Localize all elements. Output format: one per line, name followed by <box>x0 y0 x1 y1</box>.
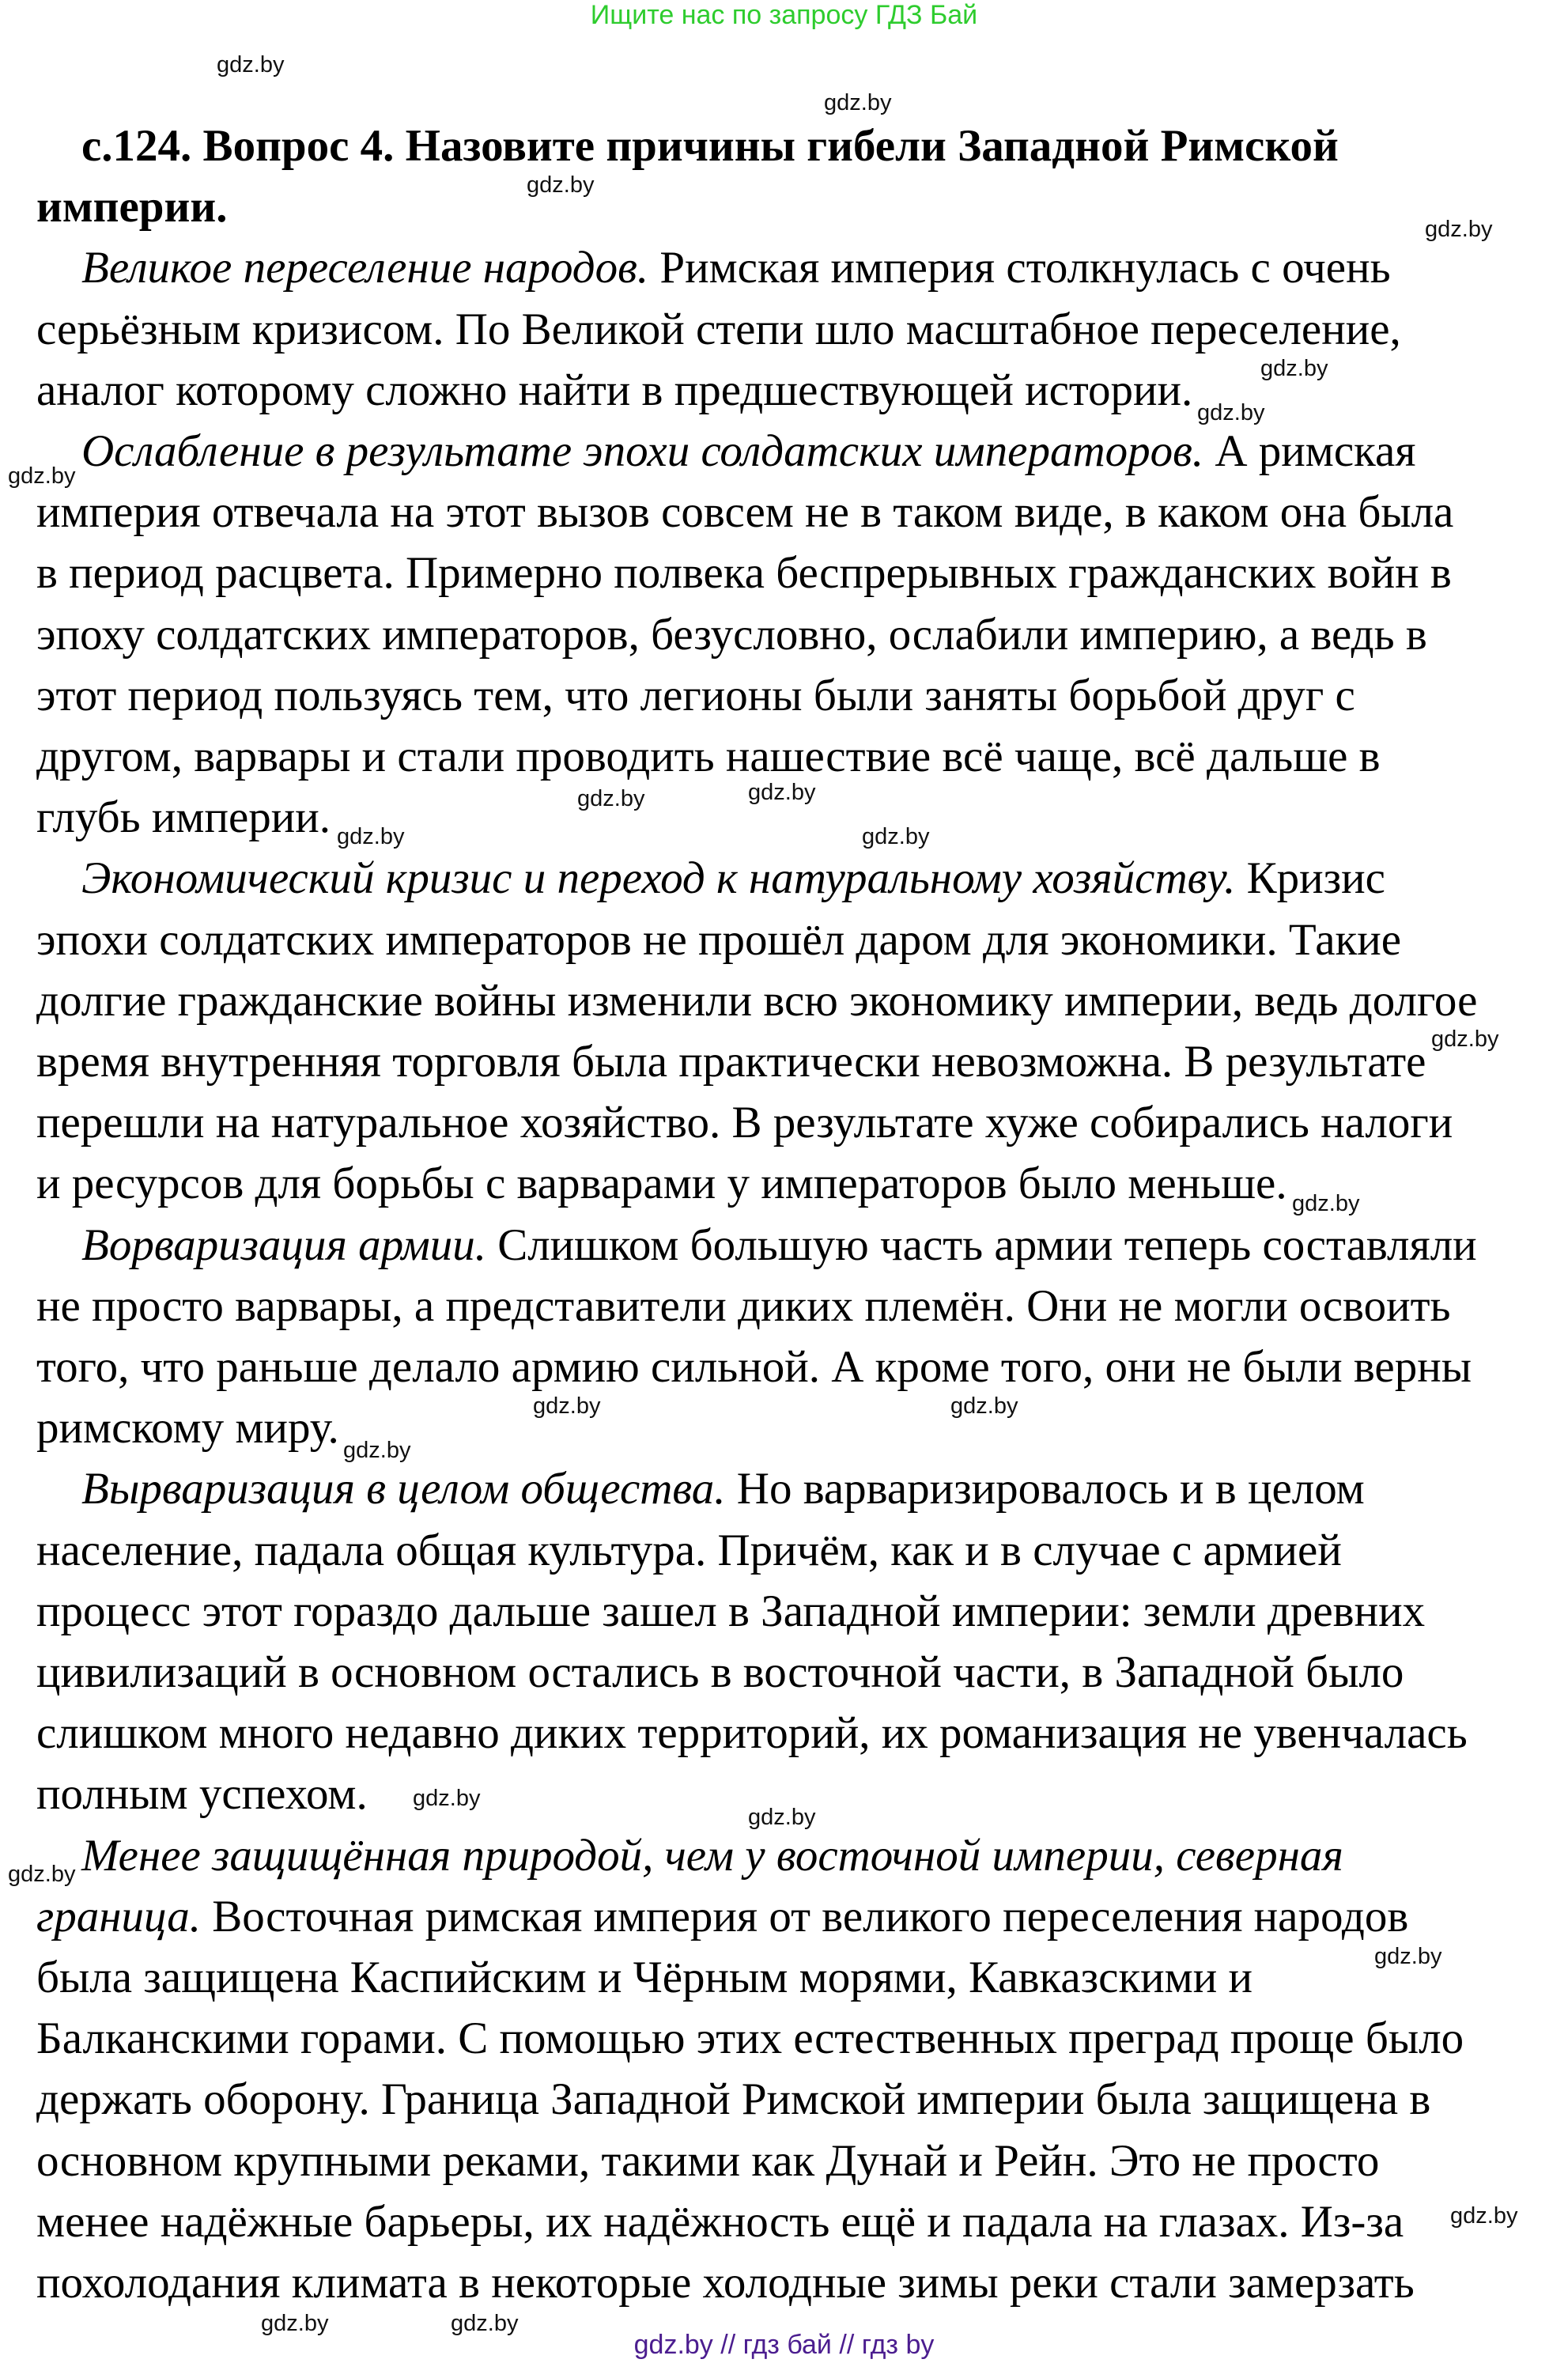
line-text: Слишком большую часть армии теперь составляли <box>486 1219 1477 1270</box>
watermark-text: gdz.by <box>217 52 285 78</box>
watermark-text: gdz.by <box>337 824 405 849</box>
line-text: долгие гражданские войны изменили всю экономику империи, ведь долгое <box>36 975 1478 1026</box>
watermark-text: gdz.by <box>748 1805 816 1830</box>
paragraph-line <box>36 668 1355 724</box>
line-text: эпоху солдатских императоров, безусловно, ослабили империю, а ведь в <box>36 609 1427 660</box>
italic-heading: граница. <box>36 1891 201 1941</box>
line-text: империи. <box>36 182 228 233</box>
line-text: полным успехом. <box>36 1769 368 1820</box>
line-text: серьёзным кризисом. По Великой степи шло масштабное переселение, <box>36 304 1401 354</box>
watermark-text: gdz.by <box>261 2311 329 2336</box>
paragraph-line <box>36 729 1381 785</box>
paragraph-line <box>36 913 1401 968</box>
watermark-text: gdz.by <box>1197 400 1265 425</box>
paragraph-line <box>36 1584 1425 1639</box>
paragraph-line <box>36 1156 1287 1212</box>
line-text: и ресурсов для борьбы с варварами у императоров было меньше. <box>36 1159 1287 1209</box>
line-text: была защищена Каспийским и Чёрным морями, Кавказскими и <box>36 1953 1253 2002</box>
paragraph-line <box>81 424 1416 479</box>
watermark-text: gdz.by <box>8 1862 76 1887</box>
line-text: этот период пользуясь тем, что легионы были заняты борьбой друг с <box>36 670 1355 720</box>
watermark-text: gdz.by <box>1450 2203 1518 2229</box>
paragraph-line <box>36 1645 1404 1700</box>
paragraph-line <box>36 546 1452 601</box>
paragraph-line <box>81 1461 1365 1517</box>
paragraph-line <box>36 302 1401 357</box>
footer-links[interactable]: gdz.by // гдз бай // гдз by <box>633 2330 935 2360</box>
line-text: время внутренняя торговля была практически невозможна. В результате <box>36 1037 1426 1087</box>
line-text: аналог которому сложно найти в предшествующей истории. <box>36 365 1193 415</box>
line-text: слишком много недавно диких территорий, их романизация не увенчалась <box>36 1708 1468 1759</box>
italic-heading: Вырваризация в целом общества. <box>81 1464 726 1514</box>
line-text: менее надёжные барьеры, их надёжность ещё и падала на глазах. Из-за <box>36 2196 1404 2247</box>
line-text: того, что раньше делало армию сильной. А кроме того, они не были верны <box>36 1342 1472 1392</box>
watermark-text: gdz.by <box>1431 1026 1499 1052</box>
paragraph-line <box>36 1950 1253 2006</box>
question-title-line <box>81 119 1339 174</box>
watermark-text: gdz.by <box>577 786 645 811</box>
paragraph-line <box>36 790 331 845</box>
watermark-text: gdz.by <box>862 824 930 849</box>
watermark-text: gdz.by <box>1425 217 1493 242</box>
line-text: процесс этот гораздо дальше зашел в Западной империи: земли древних <box>36 1586 1426 1636</box>
paragraph-line <box>36 1279 1451 1334</box>
watermark-text: gdz.by <box>451 2311 519 2336</box>
paragraph-line <box>36 363 1192 418</box>
line-text: Кризис <box>1235 853 1385 904</box>
watermark-text: gdz.by <box>824 90 892 115</box>
line-text: Восточная римская империя от великого переселения народов <box>200 1891 1409 1941</box>
watermark-text: gdz.by <box>748 780 816 805</box>
paragraph-line <box>36 1034 1426 1090</box>
italic-heading: Менее защищённая природой, чем у восточной империи, северная <box>81 1830 1343 1881</box>
line-text: держать оборону. Граница Западной Римской империи была защищена в <box>36 2074 1431 2125</box>
line-text: Римская империя столкнулась с очень <box>648 243 1391 293</box>
watermark-text: gdz.by <box>8 463 76 489</box>
question-title-line <box>36 180 227 235</box>
line-text: эпохи солдатских императоров не прошёл даром для экономики. Такие <box>36 914 1402 965</box>
paragraph-line <box>36 1706 1468 1761</box>
paragraph-line <box>81 240 1391 296</box>
line-text: Балканскими горами. С помощью этих естественных преград проще было <box>36 2013 1464 2064</box>
watermark-text: gdz.by <box>950 1393 1018 1419</box>
paragraph-line <box>36 1889 1408 1945</box>
line-text: население, падала общая культура. Причём, как и в случае с армией <box>36 1525 1342 1575</box>
line-text: перешли на натуральное хозяйство. В результате хуже собирались налоги <box>36 1098 1453 1148</box>
paragraph-line <box>36 2195 1404 2250</box>
line-text: Но варваризировалось и в целом <box>725 1464 1365 1514</box>
paragraph-line <box>36 607 1427 663</box>
watermark-text: gdz.by <box>533 1393 601 1419</box>
line-text: римскому миру. <box>36 1403 339 1454</box>
line-text: глубь империи. <box>36 792 331 843</box>
line-text: с.124. Вопрос 4. Назовите причины гибели Западной Римской <box>81 121 1339 171</box>
watermark-text: gdz.by <box>343 1438 411 1463</box>
paragraph-line <box>36 1523 1342 1578</box>
italic-heading: Ослабление в результате эпохи солдатских императоров. <box>81 426 1204 476</box>
line-text: похолодания климата в некоторые холодные зимы реки стали замерзать <box>36 2258 1415 2308</box>
italic-heading: Экономический кризис и переход к натуральному хозяйству. <box>81 853 1236 904</box>
watermark-text: gdz.by <box>1260 356 1328 381</box>
line-text: основном крупными реками, такими как Дунай и Рейн. Это не просто <box>36 2135 1380 2186</box>
watermark-text: gdz.by <box>413 1786 481 1811</box>
line-text: другом, варвары и стали проводить нашествие всё чаще, всё дальше в <box>36 732 1381 781</box>
italic-heading: Великое переселение народов. <box>81 243 649 293</box>
paragraph-line <box>36 2072 1430 2127</box>
paragraph-line <box>81 851 1385 906</box>
watermark-text: gdz.by <box>1374 1944 1442 1969</box>
paragraph-line <box>36 2255 1415 2311</box>
line-text: в период расцвета. Примерно полвека беспрерывных гражданских войн в <box>36 548 1452 599</box>
paragraph-line <box>36 2011 1464 2066</box>
search-banner: Ищите нас по запросу ГДЗ Бай <box>590 0 978 30</box>
line-text: А римская <box>1203 426 1416 476</box>
paragraph-line <box>81 1828 1343 1884</box>
paragraph-line <box>36 1095 1453 1151</box>
italic-heading: Ворваризация армии. <box>81 1219 486 1270</box>
line-text: империя отвечала на этот вызов совсем не в таком виде, в каком она была <box>36 487 1454 538</box>
paragraph-line <box>36 1767 368 1822</box>
paragraph-line <box>36 485 1453 540</box>
paragraph-line <box>36 2134 1379 2189</box>
watermark-text: gdz.by <box>527 172 595 198</box>
paragraph-line <box>36 1401 339 1456</box>
paragraph-line <box>36 1340 1472 1395</box>
paragraph-line <box>36 974 1477 1029</box>
watermark-text: gdz.by <box>1292 1191 1360 1216</box>
line-text: не просто варвары, а представители диких племён. Они не могли освоить <box>36 1280 1451 1331</box>
paragraph-line <box>81 1218 1477 1273</box>
line-text: цивилизаций в основном остались в восточной части, в Западной было <box>36 1647 1404 1697</box>
